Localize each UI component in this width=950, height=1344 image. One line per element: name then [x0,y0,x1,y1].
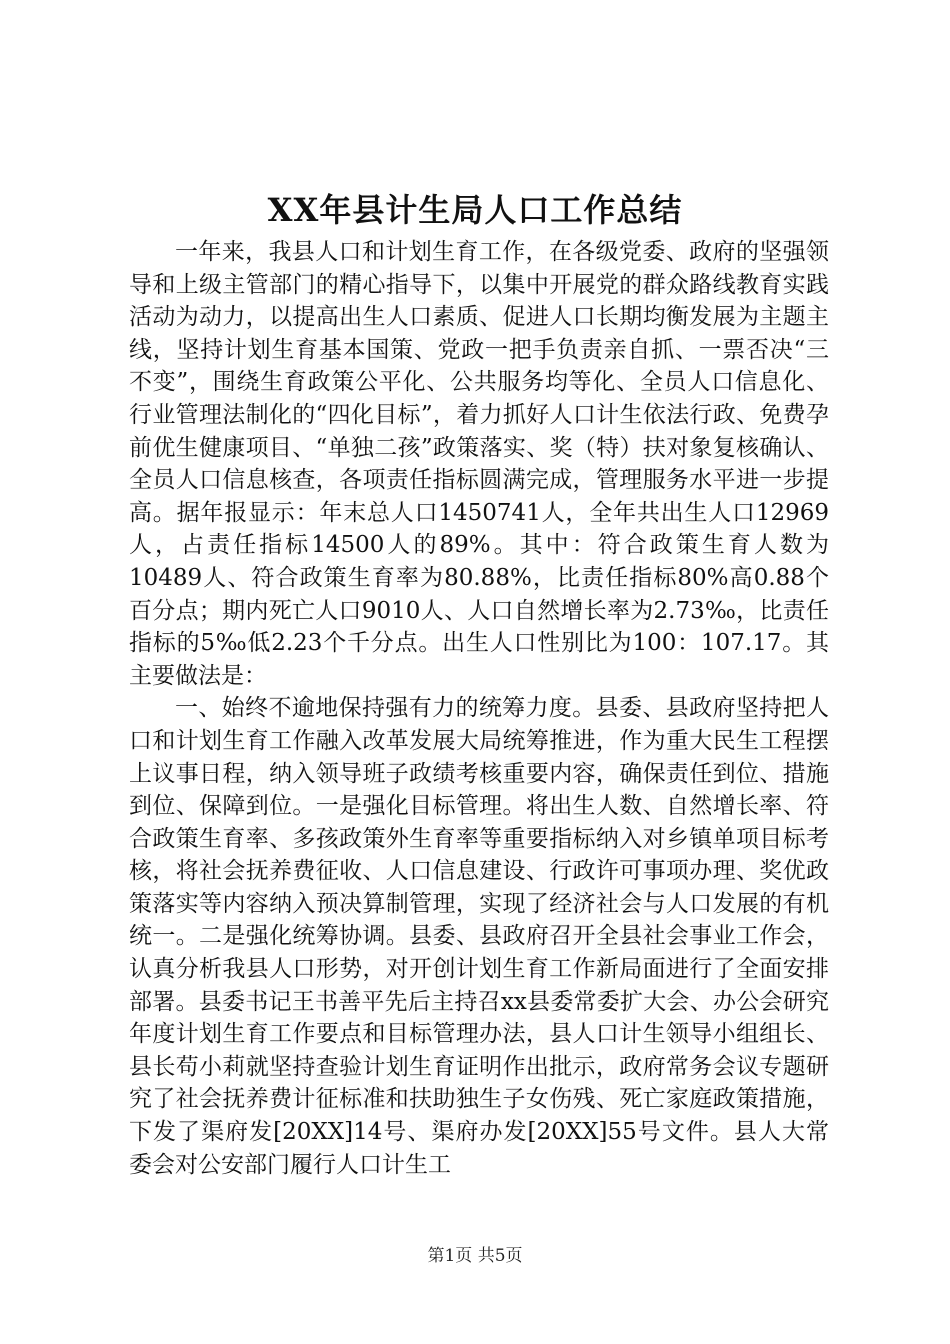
paragraph: 一、始终不逾地保持强有力的统筹力度。县委、县政府坚持把人口和计划生育工作融入改革发展大局统筹推进，作为重大民生工程摆上议事日程，纳入领导班子政绩考核重要内容，确保责任到位、措施到位、保障到位。一是强化目标管理。将出生人数、自然增长率、符合政策生育率、多孩政策外生育率等重要指标纳入对乡镇单项目标考核，将社会抚养费征收、人口信息建设、行政许可事项办理、奖优政策落实等内容纳入预决算制管理，实现了经济社会与人口发展的有机统一。二是强化统筹协调。县委、县政府召开全县社会事业工作会，认真分析我县人口形势，对开创计划生育工作新局面进行了全面安排部署。县委书记王书善平先后主持召xx县委常委扩大会、办公会研究年度计划生育工作要点和目标管理办法，县人口计生领导小组组长、县长苟小莉就坚持查验计划生育证明作出批示，政府常务会议专题研究了社会抚养费计征标准和扶助独生子女伤残、死亡家庭政策措施，下发了渠府发[20XX]14号、渠府办发[20XX]55号文件。县人大常委会对公安部门履行人口计生工 [129,695,829,1178]
paragraph: 一年来，我县人口和计划生育工作，在各级党委、政府的坚强领导和上级主管部门的精心指导下，以集中开展党的群众路线教育实践活动为动力，以提高出生人口素质、促进人口长期均衡发展为主题主线，坚持计划生育基本国策、党政一把手负责亲自抓、一票否决“三不变”，围绕生育政策公平化、公共服务均等化、全员人口信息化、行业管理法制化的“四化目标”，着力抓好人口计生依法行政、免费孕前优生健康项目、“单独二孩”政策落实、奖（特）扶对象复核确认、全员人口信息核查，各项责任指标圆满完成，管理服务水平进一步提高。据年报显示：年末总人口1450741人，全年共出生人口12969人，占责任指标14500人的89%。其中：符合政策生育人数为10489人、符合政策生育率为80.88%，比责任指标80%高0.88个百分点；期内死亡人口9010人、人口自然增长率为2.73‰，比责任指标的5‰低2.23个千分点。出生人口性别比为100：107.17。其主要做法是： [129,239,829,689]
document-title: XX年县计生局人口工作总结 [267,191,683,229]
document-body [129,236,829,1181]
page-number-footer: 第1页 共5页 [427,1246,523,1266]
